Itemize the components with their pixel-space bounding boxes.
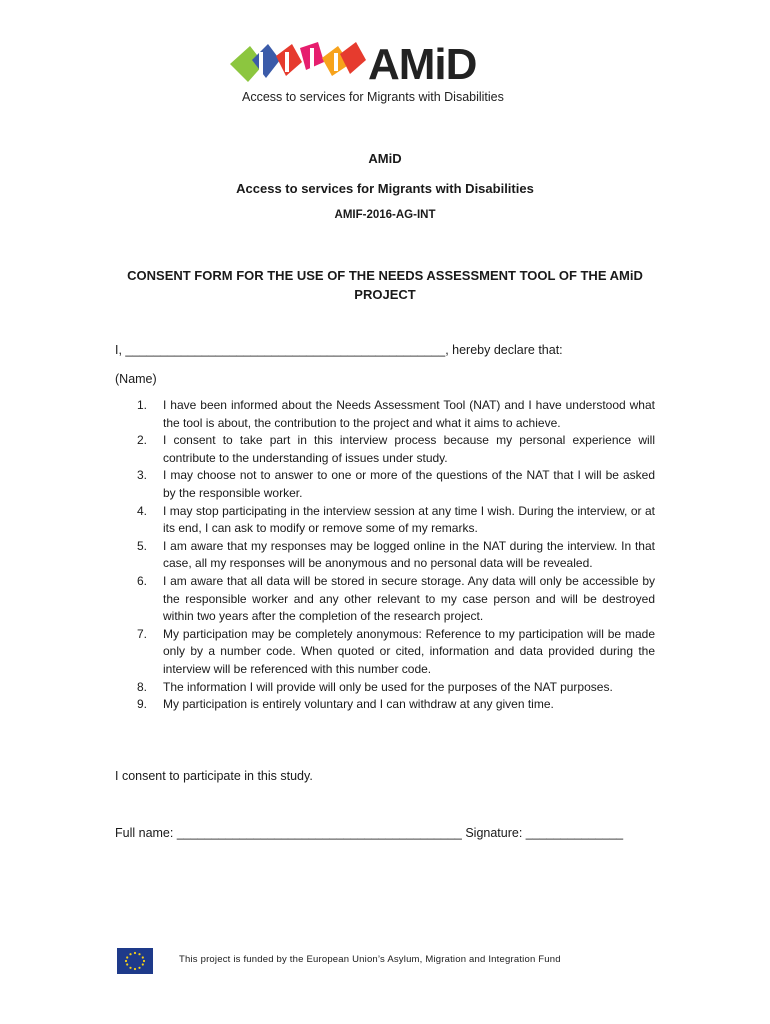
item-text: I may stop participating in the interview session at any time I wish. During the interview, or at its end, I can ask to modify or remove some of my remarks. (163, 503, 655, 536)
amid-logo (228, 38, 528, 106)
list-item (115, 503, 655, 538)
list-item (115, 397, 655, 432)
item-text: I am aware that my responses may be logged online in the NAT during the interview. In that case, all my responses will be anonymous and no personal data will be revealed. (163, 538, 655, 571)
item-text: I am aware that all data will be stored in secure storage. Any data will only be accessible by the responsible worker and any other relevant to my case person and will be destroyed within two years after the completion of the research project. (163, 573, 655, 624)
name-note: (Name) (115, 372, 157, 386)
item-number: 3. (137, 468, 148, 483)
item-number: 9. (137, 697, 148, 712)
item-number: 1. (137, 398, 148, 412)
list-item (115, 467, 655, 502)
consent-items (115, 397, 655, 714)
item-text: I consent to take part in this interview process because my personal experience will contribute to the understanding of issues under study. (163, 433, 655, 465)
item-text: I have been informed about the Needs Assessment Tool (NAT) and I have understood what the tool is about, the contribution to the project and what it aims to achieve. (163, 398, 655, 430)
funding-note: This project is funded by the European Union’s Asylum, Migration and Integration Fund (179, 954, 561, 965)
logo-figures-icon (228, 38, 368, 90)
list-item (115, 573, 655, 626)
consent-statement: I consent to participate in this study. (115, 769, 313, 783)
form-title-text: CONSENT FORM FOR THE USE OF THE NEEDS ASSESSMENT TOOL OF THE AMiD PROJECT (127, 268, 643, 302)
logo-tagline: Access to services for Migrants with Disabilities (242, 90, 504, 104)
doc-subtitle: Access to services for Migrants with Disabilities (236, 181, 534, 196)
footer (117, 948, 637, 976)
form-title (0, 266, 770, 304)
list-item (115, 432, 655, 467)
item-text: My participation is entirely voluntary and I can withdraw at any given time. (163, 697, 554, 712)
declaration-line: I, ______________________________________________, hereby declare that: (115, 343, 563, 357)
item-number: 5. (137, 538, 148, 553)
item-text: The information I will provide will only be used for the purposes of the NAT purposes. (163, 679, 613, 694)
item-text: My participation may be completely anonymous: Reference to my participation will be made only by a number code. When quoted or cited, information and data provided during the interview will be referenced with this number code. (163, 626, 655, 676)
list-item (115, 696, 655, 714)
item-number: 2. (137, 433, 148, 448)
list-item (115, 626, 655, 679)
item-number: 6. (137, 573, 148, 588)
doc-title: AMiD (368, 151, 402, 166)
item-number: 4. (137, 503, 148, 518)
item-number: 7. (137, 626, 148, 641)
item-number: 8. (137, 679, 148, 694)
list-item (115, 679, 655, 697)
item-text: I may choose not to answer to one or more of the questions of the NAT that I will be asked by the responsible worker. (163, 468, 655, 500)
logo-wordmark: AMiD (368, 40, 477, 89)
list-item (115, 538, 655, 573)
doc-code: AMIF-2016-AG-INT (334, 209, 436, 221)
signature-line: Full name: _________________________________________ Signature: ______________ (115, 826, 624, 840)
eu-flag-icon (117, 948, 153, 974)
